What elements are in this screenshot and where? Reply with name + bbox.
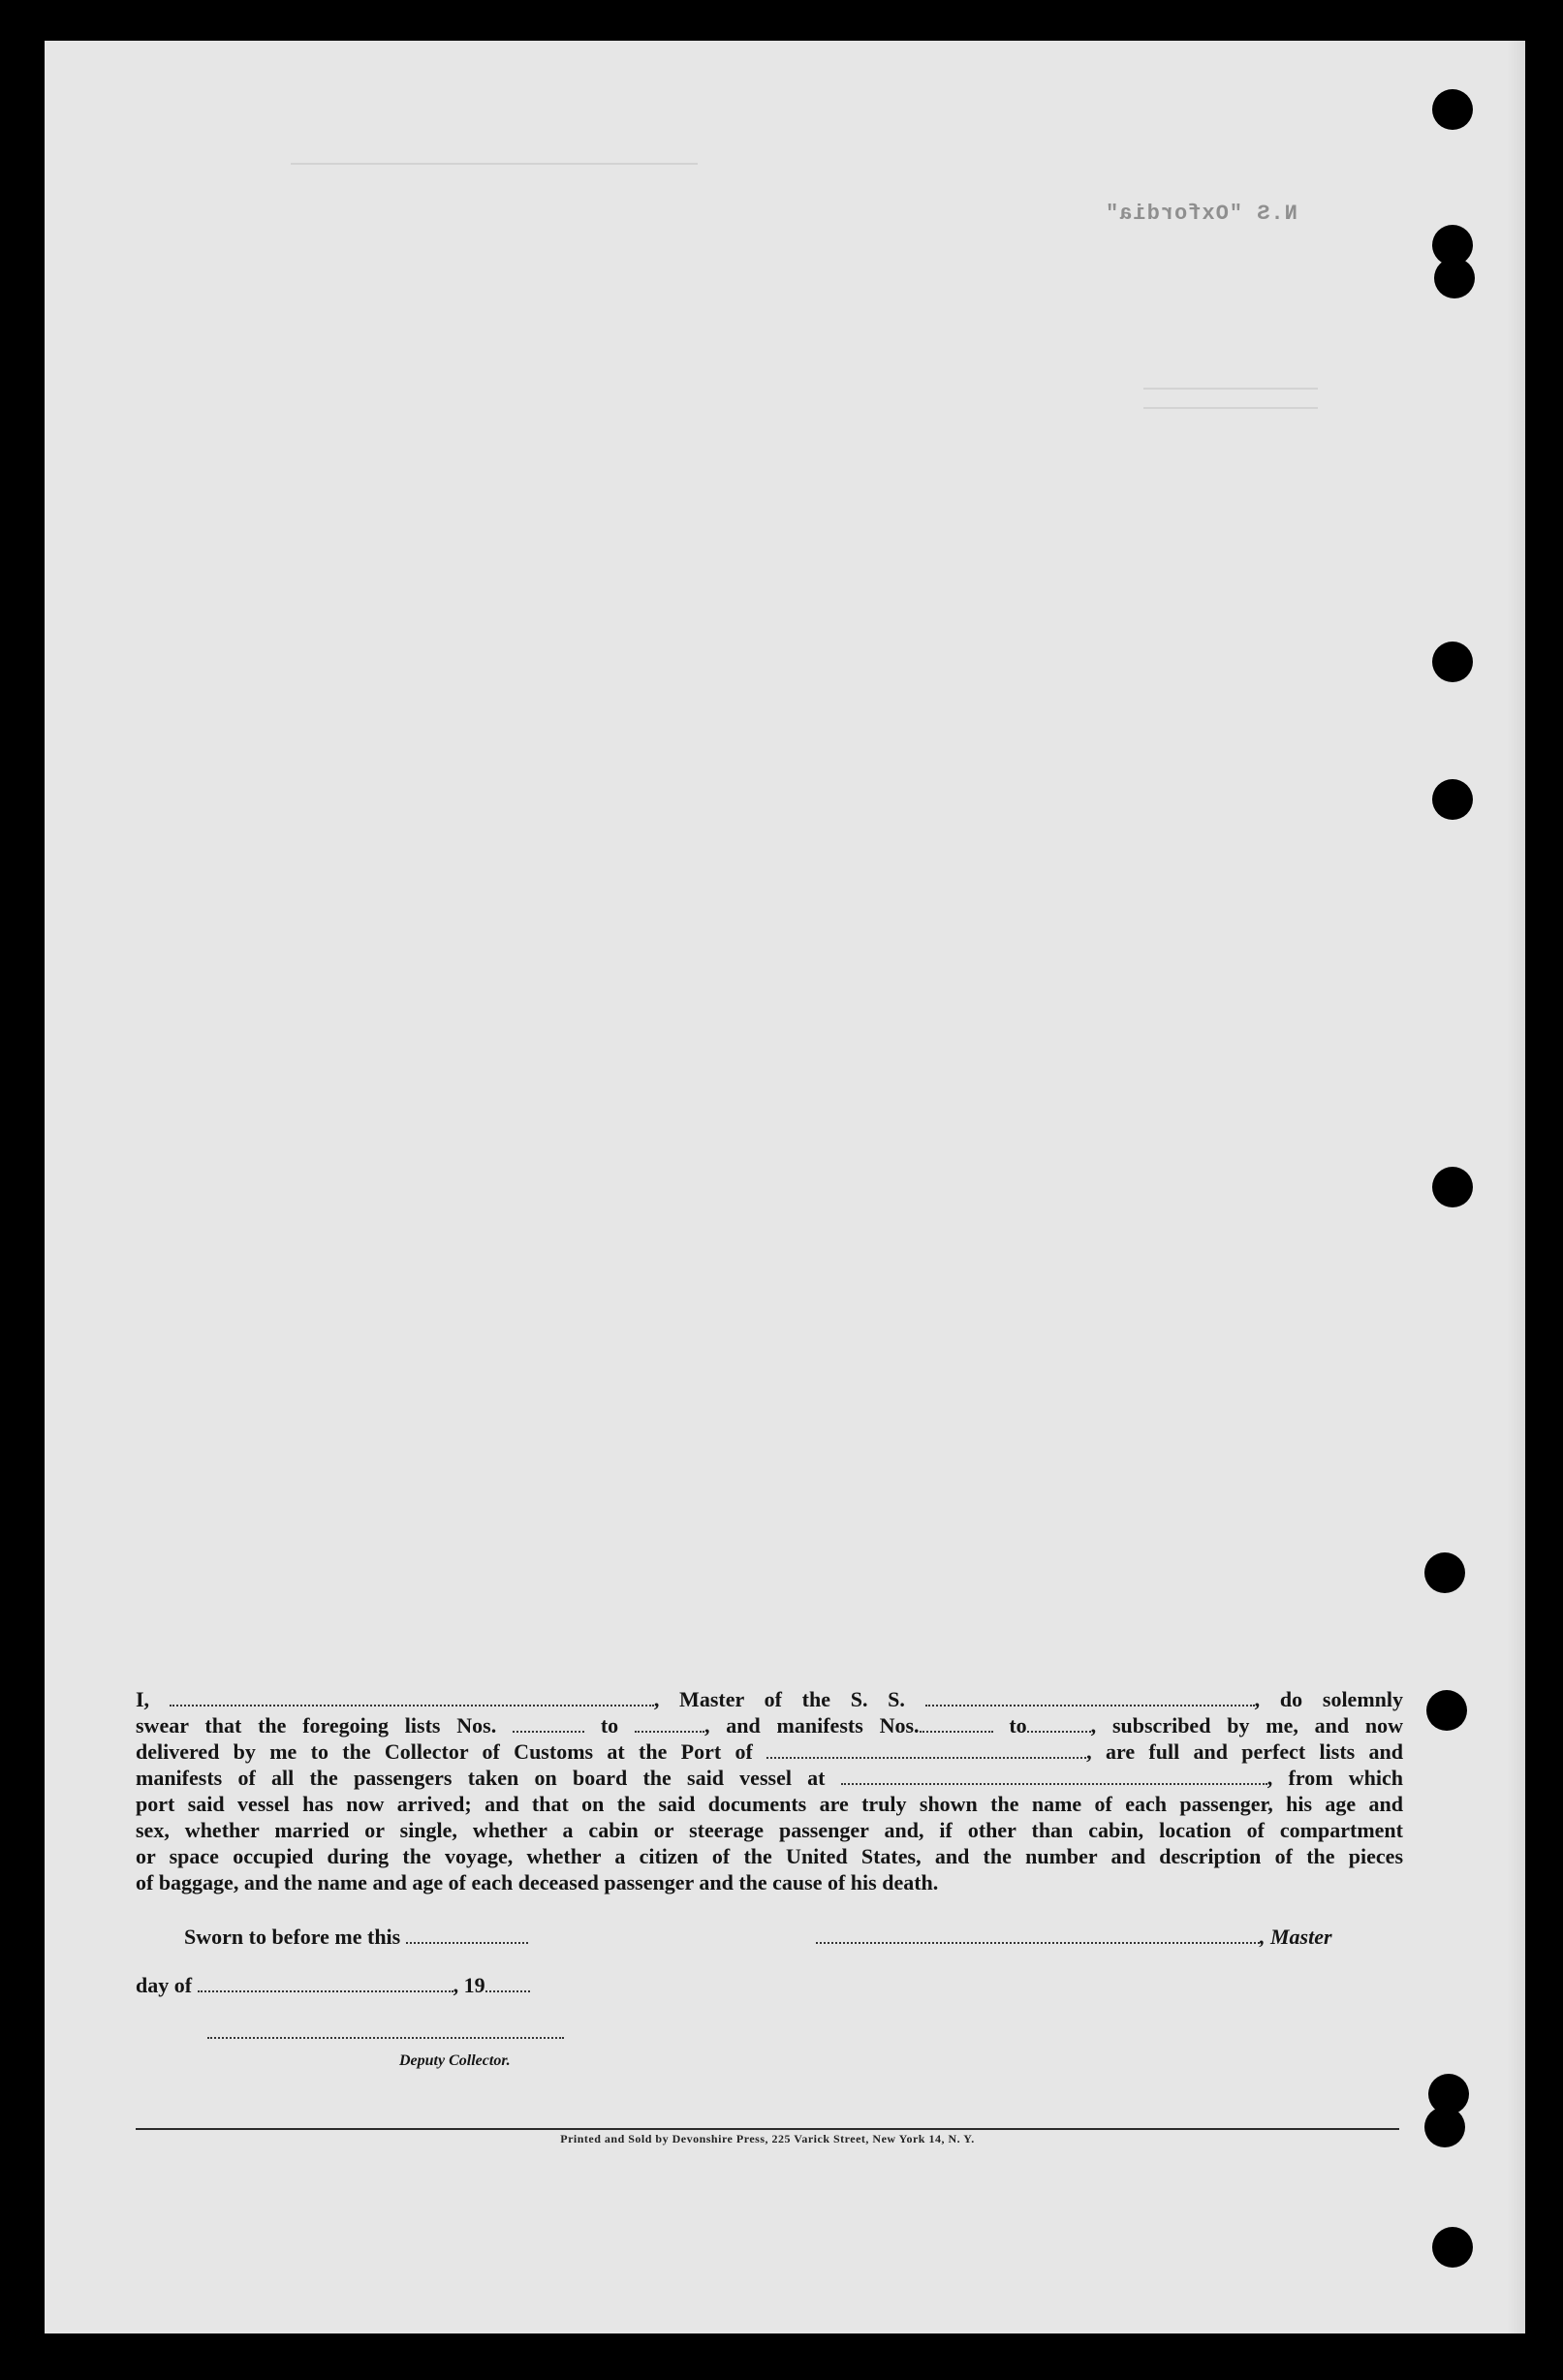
list-from-blank[interactable] xyxy=(513,1713,584,1733)
punch-hole xyxy=(1432,1167,1473,1207)
printer-imprint: Printed and Sold by Devonshire Press, 225 Varick Street, New York 14, N. Y. xyxy=(560,2132,975,2145)
oath-line: port said vessel has now arrived; and that on the said documents are truly shown the name of each passenger, his age and xyxy=(136,1792,1403,1816)
oath-line: or space occupied during the voyage, whether a citizen of the United States, and the number and description of the pieces xyxy=(136,1844,1403,1868)
punch-hole xyxy=(1432,89,1473,130)
vessel-blank[interactable] xyxy=(925,1687,1255,1707)
oath-line xyxy=(136,1712,1403,1738)
deputy-signature-blank[interactable] xyxy=(207,2020,564,2039)
mirrored-stamp: N.S "Oxfordia" xyxy=(1105,202,1297,226)
master-signature-row xyxy=(816,1925,1332,1950)
punch-hole xyxy=(1424,1552,1465,1593)
oath-line: sex, whether married or single, whether a cabin or steerage passenger and, if other than cabin, location of compartment xyxy=(136,1818,1403,1842)
footer-rule xyxy=(136,2128,1399,2130)
oath-text: manifests of all the passengers taken on board the said vessel at xyxy=(136,1766,826,1790)
punch-hole xyxy=(1432,642,1473,682)
punch-hole xyxy=(1432,779,1473,820)
bleed-through-line xyxy=(291,163,698,165)
manifest-from-blank[interactable] xyxy=(920,1713,993,1733)
oath-line: of baggage, and the name and age of each deceased passenger and the cause of his death. xyxy=(136,1870,939,1895)
deputy-signature-row xyxy=(207,2020,564,2045)
master-label: , Master xyxy=(1260,1925,1332,1949)
master-oath xyxy=(136,1686,1403,1895)
page-edge xyxy=(1507,41,1525,2333)
year-label: , 19 xyxy=(453,1973,485,1997)
oath-text: to xyxy=(1009,1713,1027,1738)
oath-text: swear that the foregoing lists Nos. xyxy=(136,1713,497,1738)
year-blank[interactable] xyxy=(485,1973,530,1992)
oath-text: , subscribed by me, and now xyxy=(1090,1713,1404,1738)
master-signature-blank[interactable] xyxy=(816,1925,1260,1944)
oath-text: delivered by me to the Collector of Customs at the Port of xyxy=(136,1739,753,1764)
punch-hole xyxy=(1434,258,1475,298)
oath-line xyxy=(136,1686,1403,1712)
day-blank[interactable] xyxy=(198,1973,453,1992)
day-row xyxy=(136,1973,530,1998)
oath-text: I, xyxy=(136,1687,150,1711)
bleed-through-line xyxy=(1143,388,1318,390)
oath-text: , from which xyxy=(1266,1766,1403,1790)
name-blank[interactable] xyxy=(170,1687,654,1707)
oath-text: , and manifests Nos. xyxy=(703,1713,920,1738)
sworn-label: Sworn to before me this xyxy=(184,1925,401,1949)
list-to-blank[interactable] xyxy=(635,1713,704,1733)
day-of-label: day of xyxy=(136,1973,193,1997)
oath-line xyxy=(136,1738,1403,1765)
oath-text: , Master of the S. S. xyxy=(653,1687,905,1711)
oath-text: , are full and perfect lists and xyxy=(1086,1739,1404,1764)
punch-hole xyxy=(1424,2107,1465,2147)
bleed-through-line xyxy=(1143,407,1318,409)
punch-hole xyxy=(1426,1690,1467,1731)
punch-hole xyxy=(1432,2227,1473,2268)
oath-text: , do solemnly xyxy=(1254,1687,1403,1711)
oath-text: to xyxy=(600,1713,619,1738)
deputy-collector-label: Deputy Collector. xyxy=(399,2052,511,2069)
manifest-to-blank[interactable] xyxy=(1027,1713,1091,1733)
sworn-date-blank[interactable] xyxy=(406,1925,528,1944)
port-blank[interactable] xyxy=(766,1739,1086,1759)
oath-line xyxy=(136,1765,1403,1791)
departure-port-blank[interactable] xyxy=(841,1766,1267,1785)
sworn-row xyxy=(184,1925,528,1950)
